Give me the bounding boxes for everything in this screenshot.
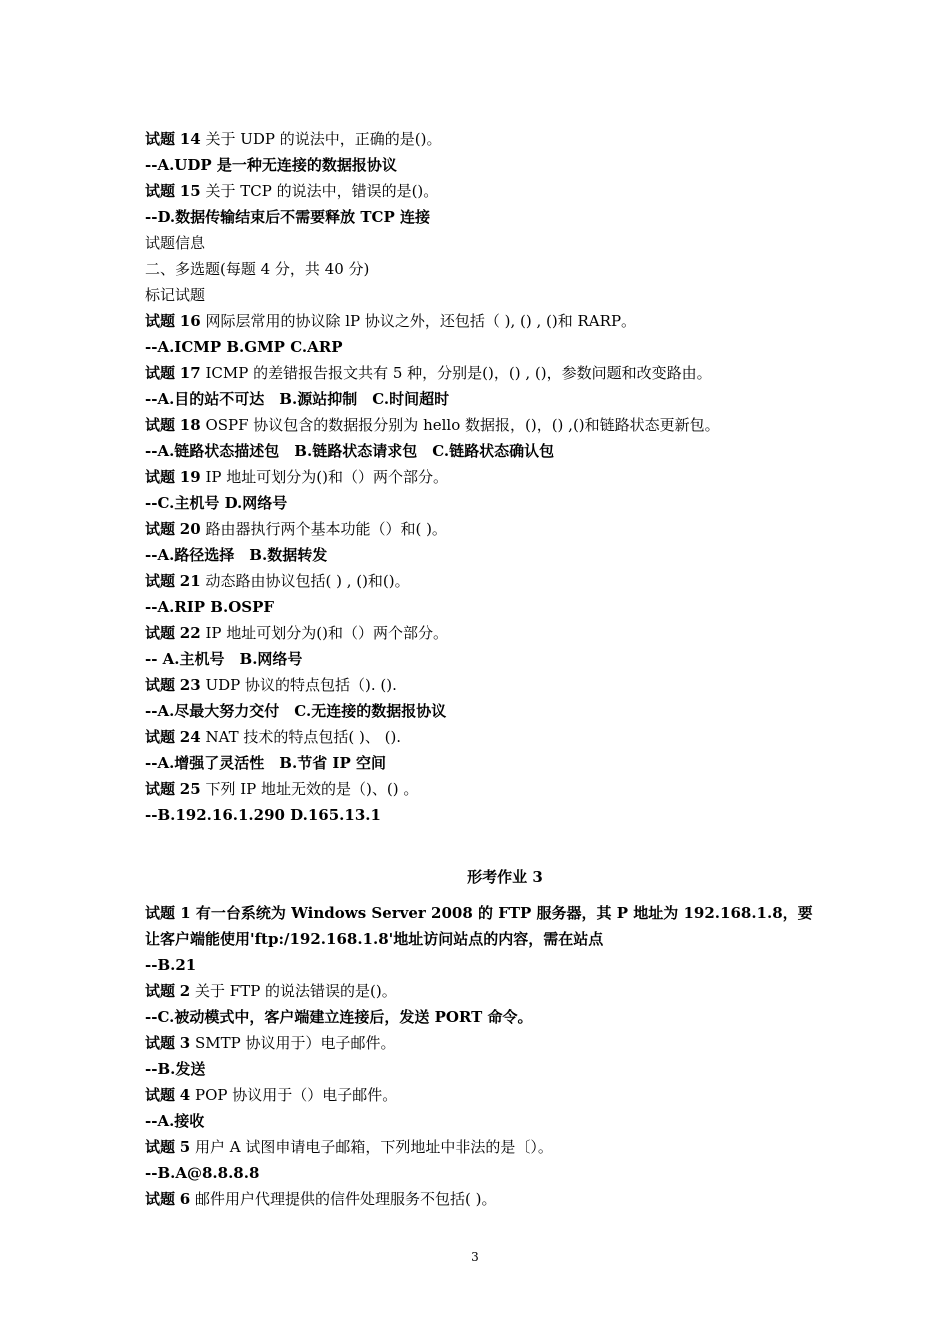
question-line [145, 568, 825, 594]
answer-line: --B.发送 [145, 1060, 206, 1078]
question-label: 试题 [145, 416, 176, 434]
answer-line: --A.增强了灵活性 B.节省 IP 空间 [145, 754, 386, 772]
answer-line: --A.尽最大努力交付 C.无连接的数据报协议 [145, 702, 447, 720]
question-number: 18 [179, 416, 201, 434]
answer-line: --A.RIP B.OSPF [145, 598, 275, 616]
question-label: 试题 [145, 1190, 176, 1208]
question-line [145, 1082, 825, 1108]
question-line [145, 360, 825, 386]
spacer [145, 828, 825, 864]
question-label: 试题 [145, 572, 176, 590]
question-text: IP 地址可划分为()和（）两个部分。 [205, 624, 448, 642]
question-line [145, 308, 825, 334]
question-text: 邮件用户代理提供的信件处理服务不包括( )。 [195, 1190, 497, 1208]
question-line [145, 464, 825, 490]
question-text: POP 协议用于（）电子邮件。 [195, 1086, 398, 1104]
question-number: 19 [179, 468, 201, 486]
answer-line: --C.被动模式中，客户端建立连接后，发送 PORT 命令。 [145, 1008, 533, 1026]
page-number: 3 [471, 1250, 479, 1264]
question-text: 路由器执行两个基本功能（）和( )。 [205, 520, 447, 538]
question-line [145, 126, 825, 152]
question-label: 试题 [145, 1034, 176, 1052]
answer-line: --B.A@8.8.8.8 [145, 1164, 260, 1182]
question-line [145, 1134, 825, 1160]
question-number: 25 [179, 780, 201, 798]
question-label: 试题 [145, 130, 176, 148]
question-text: IP 地址可划分为()和（）两个部分。 [205, 468, 448, 486]
question-line [145, 620, 825, 646]
question-line [145, 672, 825, 698]
answer-line: --B.21 [145, 956, 197, 974]
question-label: 试题 [145, 1138, 176, 1156]
question-label: 试题 [145, 780, 176, 798]
answer-line: -- A.主机号 B.网络号 [145, 650, 303, 668]
question-line-long: 试题 1 有一台系统为 Windows Server 2008 的 FTP 服务器，其 P 地址为 192.168.1.8，要让客户端能使用'ftp:/192.168.1.8'地址访问站点的内容，需在站点 [145, 904, 813, 948]
answer-line: --D.数据传输结束后不需要释放 TCP 连接 [145, 208, 430, 226]
question-line [145, 516, 825, 542]
question-line [145, 978, 825, 1004]
question-label: 试题 [145, 364, 176, 382]
question-line [145, 1186, 825, 1212]
question-number: 21 [179, 572, 201, 590]
question-number: 17 [179, 364, 201, 382]
question-text: 用户 A 试图申请电子邮箱，下列地址中非法的是〔）。 [195, 1138, 553, 1156]
question-number: 6 [179, 1190, 191, 1208]
question-list-part-2 [145, 126, 825, 828]
question-text: 动态路由协议包括( ) , ()和()。 [205, 572, 410, 590]
info-line: 试题信息 [145, 234, 206, 252]
document-content [145, 126, 825, 1212]
question-number: 3 [179, 1034, 191, 1052]
answer-line: --A.路径选择 B.数据转发 [145, 546, 328, 564]
question-number: 15 [179, 182, 201, 200]
question-label: 试题 [145, 468, 176, 486]
info-line: 二、多选题(每题 4 分，共 40 分) [145, 260, 370, 278]
question-text: SMTP 协议用于）电子邮件。 [195, 1034, 396, 1052]
question-number: 22 [179, 624, 201, 642]
question-text: UDP 协议的特点包括（). (). [205, 676, 397, 694]
answer-line: --A.目的站不可达 B.源站抑制 C.时间超时 [145, 390, 450, 408]
question-text: 关于 UDP 的说法中，正确的是()。 [205, 130, 442, 148]
question-line [145, 178, 825, 204]
question-label: 试题 [145, 728, 176, 746]
question-text: ICMP 的差错报告报文共有 5 种，分别是()，() , ()，参数问题和改变路由。 [205, 364, 712, 382]
question-number: 5 [179, 1138, 191, 1156]
question-number: 24 [179, 728, 201, 746]
question-text: 下列 IP 地址无效的是（)、() 。 [205, 780, 419, 798]
question-number: 23 [179, 676, 201, 694]
question-number: 16 [179, 312, 201, 330]
question-number: 4 [179, 1086, 191, 1104]
question-label: 试题 [145, 982, 176, 1000]
answer-line: --A.ICMP B.GMP C.ARP [145, 338, 343, 356]
question-number: 14 [179, 130, 201, 148]
question-label: 试题 [145, 624, 176, 642]
question-label: 试题 [145, 182, 176, 200]
question-line [145, 1030, 825, 1056]
question-text: NAT 技术的特点包括( )、 (). [205, 728, 402, 746]
answer-line: --A.链路状态描述包 B.链路状态请求包 C.链路状态确认包 [145, 442, 555, 460]
answer-line: --A.UDP 是一种无连接的数据报协议 [145, 156, 397, 174]
spacer [145, 890, 825, 900]
question-number: 2 [179, 982, 191, 1000]
question-text: OSPF 协议包含的数据报分别为 hello 数据报，()，() ,()和链路状态更新包。 [205, 416, 720, 434]
question-label: 试题 [145, 312, 176, 330]
question-line [145, 724, 825, 750]
question-text: 关于 FTP 的说法错误的是()。 [195, 982, 397, 1000]
answer-line: --C.主机号 D.网络号 [145, 494, 288, 512]
question-list-part-3 [145, 900, 825, 1212]
section-title: 形考作业 3 [467, 868, 543, 886]
question-label: 试题 [145, 520, 176, 538]
question-text: 关于 TCP 的说法中，错误的是()。 [205, 182, 439, 200]
question-label: 试题 [145, 1086, 176, 1104]
question-line [145, 776, 825, 802]
question-text: 网际层常用的协议除 lP 协议之外，还包括（ ), () , ()和 RARP。 [205, 312, 637, 330]
question-number: 20 [179, 520, 201, 538]
answer-line: --A.接收 [145, 1112, 205, 1130]
info-line: 标记试题 [145, 286, 206, 304]
answer-line: --B.192.16.1.290 D.165.13.1 [145, 806, 381, 824]
question-line [145, 412, 825, 438]
question-label: 试题 [145, 676, 176, 694]
